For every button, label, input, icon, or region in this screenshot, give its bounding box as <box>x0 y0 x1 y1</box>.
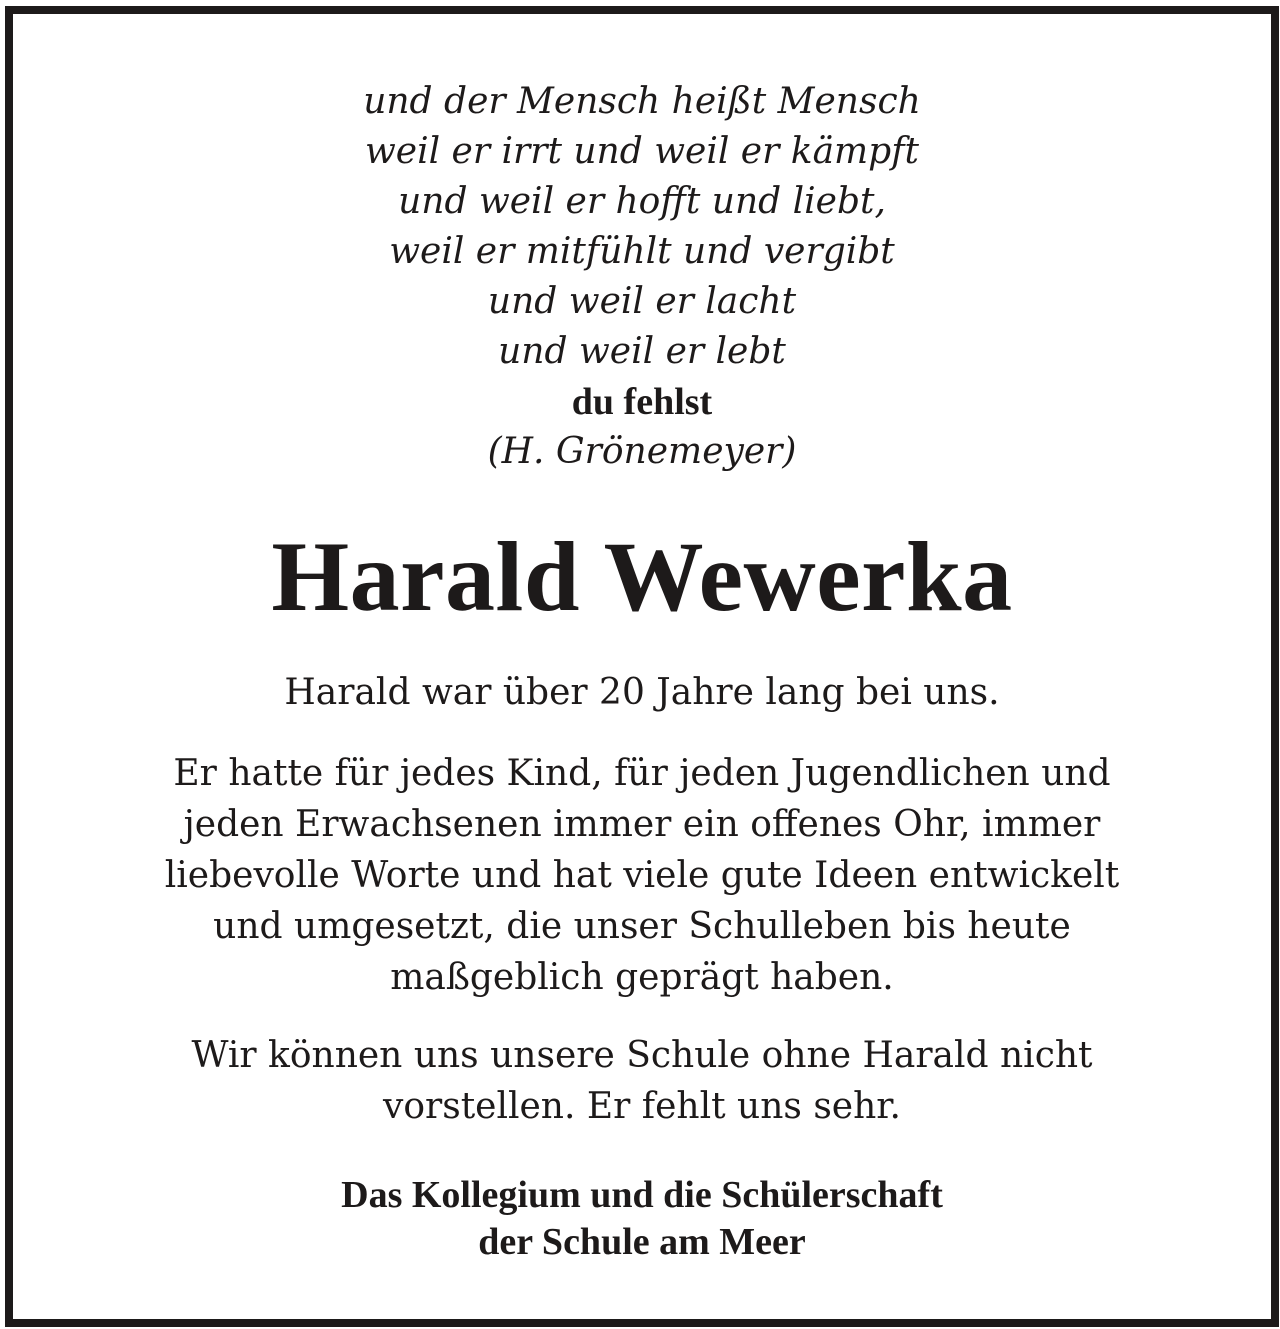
intro-line: Harald war über 20 Jahre lang bei uns. <box>284 672 1000 713</box>
closing-line: vorstellen. Er fehlt uns sehr. <box>383 1086 901 1127</box>
closing-paragraph <box>13 1030 1271 1132</box>
poem-line: weil er mitfühlt und vergibt <box>389 231 895 272</box>
poem-line: und weil er lebt <box>498 331 786 372</box>
poem-line: weil er irrt und weil er kämpft <box>364 131 920 172</box>
signature-line: der Schule am Meer <box>478 1221 806 1263</box>
tribute-line: jeden Erwachsenen immer ein offenes Ohr, immer <box>183 804 1101 845</box>
tribute-line: maßgeblich geprägt haben. <box>390 957 894 998</box>
tribute-line: und umgesetzt, die unser Schulleben bis heute <box>213 906 1071 947</box>
poem-line: und weil er lacht <box>487 281 797 322</box>
poem-line: und weil er hofft und liebt, <box>398 181 886 222</box>
tribute-paragraph <box>13 748 1271 1003</box>
obituary-notice <box>5 6 1279 1327</box>
tribute-line: liebevolle Worte und hat viele gute Ideen entwickelt <box>164 855 1120 896</box>
closing-line: Wir können uns unsere Schule ohne Harald nicht <box>191 1035 1093 1076</box>
intro-text <box>13 667 1271 718</box>
deceased-name: Harald Wewerka <box>271 521 1013 632</box>
tribute-line: Er hatte für jedes Kind, für jeden Jugendlichen und <box>173 753 1111 794</box>
poem-quote <box>13 77 1271 477</box>
poem-author: (H. Grönemeyer) <box>487 431 797 472</box>
poem-refrain: du fehlst <box>571 381 713 423</box>
poem-line: und der Mensch heißt Mensch <box>363 81 921 122</box>
signature <box>13 1172 1271 1266</box>
signature-line: Das Kollegium und die Schülerschaft <box>341 1174 943 1216</box>
